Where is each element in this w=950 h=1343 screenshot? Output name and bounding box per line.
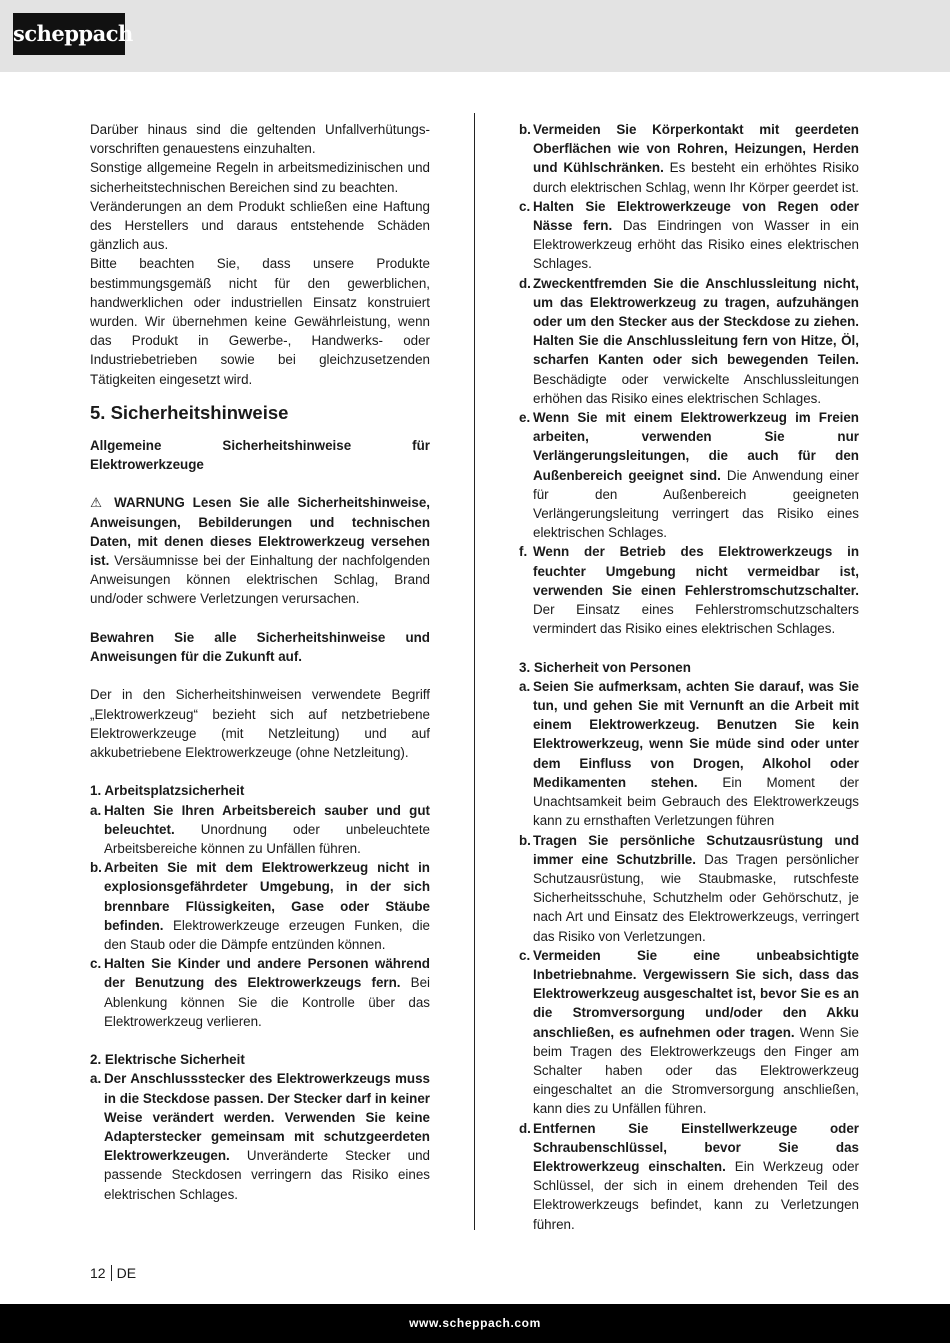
list-item-bold: Halten Sie Kinder und andere Personen während der Benutzung des Elektrowerkzeugs fern. [104,956,430,991]
list-marker: d. [519,275,531,291]
brand-logo: scheppach [13,13,125,55]
list-item-bold: Tragen Sie persönliche Schutzausrüstung und immer eine Schutzbrille. [533,832,859,867]
intro-paragraph: Bitte beachten Sie, dass unsere Produkte bestimmungsgemäß nicht für den gewerblichen, handwerklichen oder industriellen Einsatz konstruiert wurden. Wir übernehmen keine Gewährleistung, wenn das Produkt in Gewerbe-, Handwerks- oder Industriebetrieben sowie bei gleichzusetzenden Tätigkeiten eingesetzt wird. [90,256,430,387]
list-marker: f. [519,544,528,560]
subsection-title-workplace: 1. Arbeitsplatzsicherheit [90,783,245,799]
list-item-text: Es besteht ein erhöhtes Risiko durch elektrischen Schlag, wenn Ihr Körper geerdet ist. [533,160,860,195]
list-item-bold: Halten Sie Elektrowerkzeuge von Regen oder Nässe fern. [533,198,859,234]
list-item-bold: Zweckentfremden Sie die Anschlussleitung nicht, um das Elektrowerkzeug zu tragen, aufzuhängen oder um den Stecker aus der Steckdose zu ziehen. Halten Sie die Anschlussleitung fern von Hitze, Öl, scharfen Kanten oder sich bewegenden Teilen. [533,275,859,368]
list-item-bold: Der Anschlussstecker des Elektrowerkzeugs muss in die Steckdose passen. Der Stecker darf in keiner Weise verändert werden. Verwenden Sie keine Adapterstecker gemeinsam mit schutzgeerdeten Elektrowerkzeugen. [104,1071,430,1164]
list-marker: b. [519,832,531,848]
list-item-text: Bei Ablenkung können Sie die Kontrolle über das Elektrowerkzeug verlieren. [104,975,430,1029]
list-marker: c. [519,947,531,963]
list-item-text: Unordnung oder unbeleuchtete Arbeitsbereiche können zu Unfällen führen. [104,821,430,857]
subsection-title-electrical: 2. Elektrische Sicherheit [90,1052,245,1068]
term-definition-paragraph: Der in den Sicherheitshinweisen verwendete Begriff „Elektrowerkzeug“ bezieht sich auf netzbetriebene Elektrowerkzeuge (mit Netzleitung) und auf akkubetriebene Elektrowerkzeuge (ohne Netzleitung). [90,687,430,761]
list-marker: a. [519,678,531,694]
list-item [90,954,430,1031]
warning-bold-text: ⚠ WARNUNG Lesen Sie alle Sicherheitshinweise, Anweisungen, Bebilderungen und technischen Daten, mit denen dieses Elektrowerkzeug versehen ist. [90,495,430,569]
list-item-bold: Halten Sie Ihren Arbeitsbereich sauber und gut beleuchtet. [104,802,430,837]
list-marker: c. [90,956,102,972]
list-marker: b. [519,122,531,137]
list-item [90,858,430,954]
footer-bar [0,1304,950,1343]
list-item-text: Ein Werkzeug oder Schlüssel, der sich in einem drehenden Teil des Elektrowerkzeugs befindet, kann zu Verletzungen führen. [533,1158,859,1232]
warning-text: Versäumnisse bei der Einhaltung der nachfolgenden Anweisungen können elektrischen Schlag, Brand und/oder schwere Verletzungen verursachen. [90,553,430,607]
list-item-bold: Vermeiden Sie eine unbeabsichtigte Inbetriebnahme. Vergewissern Sie sich, dass das Elektrowerkzeug ausgeschaltet ist, bevor Sie es an die Stromversorgung und/oder den Akku anschließen, es aufnehmen oder tragen. [533,947,859,1040]
header-band [0,0,950,72]
list-item-text: Die Anwendung einer für den Außenbereich geeigneten Verlängerungsleitung verringert das Risiko eines elektrischen Schlages. [533,467,859,541]
language-code: DE [116,1265,137,1281]
subsection-title-personal: 3. Sicherheit von Personen [519,659,691,675]
website-link[interactable]: www.scheppach.com [409,1316,541,1330]
list-item [90,801,430,859]
list-item [519,120,859,197]
list-item [519,408,859,542]
list-item-text: Ein Moment der Unachtsamkeit beim Gebrauch des Elektrowerkzeugs kann zu ernsthaften Verletzungen führen [533,774,859,829]
list-item [519,1119,859,1234]
list-item-text: Das Tragen persönlicher Schutzausrüstung, wie Staubmaske, rutschfeste Sicherheitsschuhe, Schutzhelm oder Gehörschutz, je nach Art und Einsatz des Elektrowerkzeugs, verringert das Risiko von Verletzungen. [533,851,859,944]
list-item [90,1069,430,1203]
list-marker: e. [519,410,531,426]
left-column [90,120,430,1204]
page-number-separator [111,1265,112,1281]
list-item-text: Wenn Sie beim Tragen des Elektrowerkzeugs den Finger am Schalter haben oder das Elektrowerkzeug eingeschaltet an die Stromversorgung anschließen, kann dies zu Unfällen führen. [533,1024,859,1117]
list-item-text: Das Eindringen von Wasser in ein Elektrowerkzeug erhöht das Risiko eines elektrischen Schlages. [533,218,859,272]
general-safety-heading: Allgemeine Sicherheitshinweise für Elektrowerkzeuge [90,437,430,473]
list-item-text: Beschädigte oder verwickelte Anschlussleitungen erhöhen das Risiko eines elektrischen Schlages. [533,371,859,406]
list-item [519,542,859,638]
section-title: 5. Sicherheitshinweise [90,401,289,423]
list-marker: d. [519,1120,531,1136]
page-number-value: 12 [90,1265,106,1281]
list-item-bold: Entfernen Sie Einstellwerkzeuge oder Schraubenschlüssel, bevor Sie das Elektrowerkzeug einschalten. [533,1120,859,1174]
warning-paragraph [90,493,430,608]
list-item-bold: Wenn Sie mit einem Elektrowerkzeug im Freien arbeiten, verwenden Sie nur Verlängerungsleitungen, die auch für den Außenbereich geeignet sind. [533,410,859,483]
list-item [519,197,859,274]
list-item [519,677,859,831]
column-divider [474,113,475,1230]
list-item-text: Elektrowerkzeuge erzeugen Funken, die den Staub oder die Dämpfe entzünden können. [104,917,430,953]
list-item [519,946,859,1119]
page-number [90,1265,136,1281]
list-item [519,831,859,946]
list-marker: a. [90,802,102,818]
intro-paragraph: Sonstige allgemeine Regeln in arbeitsmedizinischen und sicherheitstechnischen Bereichen sind zu beachten. [90,160,430,195]
list-marker: c. [519,198,531,214]
list-item-text: Unveränderte Stecker und passende Steckdosen verringern das Risiko eines elektrischen Schlages. [104,1148,430,1202]
keep-instructions-text: Bewahren Sie alle Sicherheitshinweise und Anweisungen für die Zukunft auf. [90,629,430,665]
right-column [519,120,859,1234]
list-item-bold: Arbeiten Sie mit dem Elektrowerkzeug nicht in explosionsgefährdeter Umgebung, in der sich brennbare Flüssigkeiten, Gase oder Stäube befinden. [104,860,430,933]
list-item-bold: Seien Sie aufmerksam, achten Sie darauf, was Sie tun, und gehen Sie mit Vernunft an die Arbeit mit einem Elektrowerkzeug. Benutzen Sie kein Elektrowerkzeug, wenn Sie müde sind oder unter dem Einfluss von Drogen, Alkohol oder Medikamenten stehen. [533,678,859,790]
list-marker: b. [90,860,102,876]
intro-paragraph: Veränderungen an dem Produkt schließen eine Haftung des Herstellers und daraus entstehende Schäden gänzlich aus. [90,198,430,253]
intro-paragraph: Darüber hinaus sind die geltenden Unfallverhütungs-vorschriften genauestens einzuhalten. [90,122,430,157]
list-item-bold: Vermeiden Sie Körperkontakt mit geerdeten Oberflächen wie von Rohren, Heizungen, Herden und Kühlschränken. [533,122,859,176]
list-item-text: Der Einsatz eines Fehlerstromschutzschalters vermindert das Risiko eines elektrischen Schlages. [533,602,859,637]
list-item [519,274,859,408]
list-marker: a. [90,1071,102,1087]
list-item-bold: Wenn der Betrieb des Elektrowerkzeugs in feuchter Umgebung nicht vermeidbar ist, verwenden Sie einen Fehlerstromschutzschalter. [533,544,859,598]
